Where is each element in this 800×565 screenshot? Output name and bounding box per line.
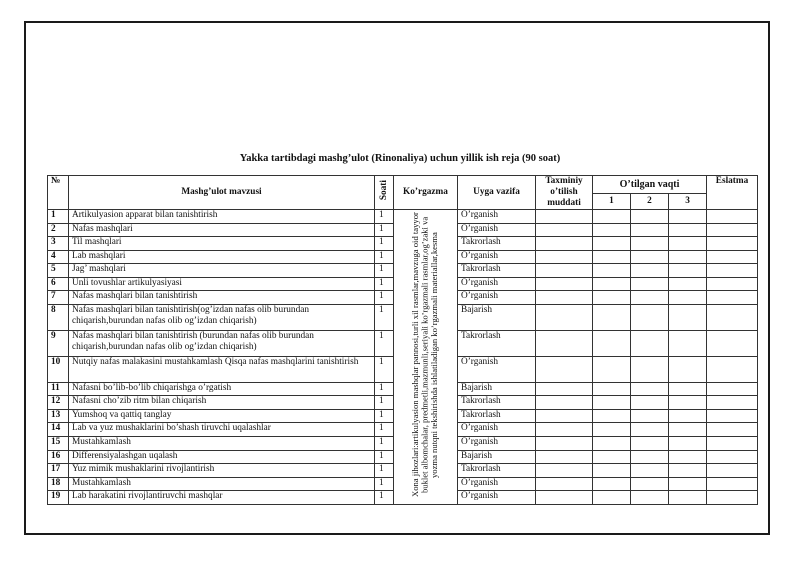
header-method: Ko’rgazma xyxy=(394,176,458,210)
row-passed-1 xyxy=(593,409,631,423)
row-hours: 1 xyxy=(375,356,394,382)
row-note xyxy=(707,436,758,450)
row-passed-3 xyxy=(669,210,707,224)
row-note xyxy=(707,409,758,423)
row-deadline xyxy=(536,491,593,505)
row-task: Takrorlash xyxy=(458,464,536,478)
row-topic: Nafasni cho’zib ritm bilan chiqarish xyxy=(69,396,375,410)
row-passed-1 xyxy=(593,237,631,251)
header-hours xyxy=(375,176,394,210)
header-topic: Mashg’ulot mavzusi xyxy=(69,176,375,210)
row-passed-1 xyxy=(593,250,631,264)
row-note xyxy=(707,277,758,291)
row-passed-3 xyxy=(669,477,707,491)
row-hours: 1 xyxy=(375,423,394,437)
row-topic: Lab va yuz mushaklarini bo’shash tiruvchi uqalashlar xyxy=(69,423,375,437)
row-deadline xyxy=(536,382,593,396)
row-task: Bajarish xyxy=(458,382,536,396)
header-passed-1: 1 xyxy=(593,194,631,210)
row-passed-2 xyxy=(631,477,669,491)
table-row xyxy=(48,210,758,224)
row-hours: 1 xyxy=(375,464,394,478)
row-passed-2 xyxy=(631,210,669,224)
row-passed-2 xyxy=(631,409,669,423)
row-task: Bajarish xyxy=(458,305,536,331)
row-task: O’rganish xyxy=(458,277,536,291)
row-number: 8 xyxy=(48,305,69,331)
row-note xyxy=(707,491,758,505)
row-passed-2 xyxy=(631,436,669,450)
plan-table xyxy=(47,175,758,505)
row-deadline xyxy=(536,237,593,251)
row-hours: 1 xyxy=(375,305,394,331)
header-note: Eslatma xyxy=(707,176,758,210)
row-hours: 1 xyxy=(375,210,394,224)
row-passed-3 xyxy=(669,277,707,291)
row-note xyxy=(707,423,758,437)
row-task: Takrorlash xyxy=(458,396,536,410)
row-passed-3 xyxy=(669,223,707,237)
row-topic: Til mashqlari xyxy=(69,237,375,251)
row-passed-3 xyxy=(669,264,707,278)
row-hours: 1 xyxy=(375,409,394,423)
row-passed-3 xyxy=(669,464,707,478)
row-passed-3 xyxy=(669,237,707,251)
row-task: O’rganish xyxy=(458,210,536,224)
row-note xyxy=(707,382,758,396)
row-number: 19 xyxy=(48,491,69,505)
row-note xyxy=(707,237,758,251)
row-hours: 1 xyxy=(375,491,394,505)
row-passed-3 xyxy=(669,450,707,464)
row-task: O’rganish xyxy=(458,477,536,491)
header-hours-label: Soati xyxy=(378,180,389,201)
row-note xyxy=(707,330,758,356)
row-passed-3 xyxy=(669,305,707,331)
row-number: 13 xyxy=(48,409,69,423)
row-hours: 1 xyxy=(375,291,394,305)
row-passed-1 xyxy=(593,464,631,478)
header-passed: O’tilgan vaqti xyxy=(593,176,707,194)
row-passed-3 xyxy=(669,291,707,305)
row-note xyxy=(707,223,758,237)
row-deadline xyxy=(536,277,593,291)
table-body xyxy=(48,210,758,505)
row-passed-1 xyxy=(593,477,631,491)
method-text: Xona jihozlari:artikulyasion mashqlar pannosi,turli xil rasmlar,mavzuga oid tayyor buklet albomchalar, predmetli,mazmunli,seriyali ko’rgazmali rasmlar,og’zaki va yozma nutqni tekshirishda ishlatiladigan ko’rgazmali materiallar,kesma xyxy=(410,212,440,498)
row-number: 7 xyxy=(48,291,69,305)
row-passed-3 xyxy=(669,356,707,382)
row-topic: Yuz mimik mushaklarini rivojlantirish xyxy=(69,464,375,478)
header-deadline: Taxminiy o’tilish muddati xyxy=(536,176,593,210)
row-task: O’rganish xyxy=(458,491,536,505)
row-task: Takrorlash xyxy=(458,237,536,251)
row-passed-2 xyxy=(631,491,669,505)
row-task: Bajarish xyxy=(458,450,536,464)
row-hours: 1 xyxy=(375,436,394,450)
row-topic: Lab harakatini rivojlantiruvchi mashqlar xyxy=(69,491,375,505)
row-passed-3 xyxy=(669,423,707,437)
row-note xyxy=(707,250,758,264)
row-hours: 1 xyxy=(375,396,394,410)
row-topic: Nafasni bo’lib-bo’lib chiqarishga o’rgatish xyxy=(69,382,375,396)
row-note xyxy=(707,264,758,278)
row-deadline xyxy=(536,330,593,356)
row-passed-2 xyxy=(631,237,669,251)
row-deadline xyxy=(536,210,593,224)
row-topic: Nafas mashqlari bilan tanishtirish(og’izdan nafas olib burundan chiqarish,burundan nafas olib og’izdan chiqarish) xyxy=(69,305,375,331)
row-deadline xyxy=(536,264,593,278)
row-passed-2 xyxy=(631,423,669,437)
row-deadline xyxy=(536,450,593,464)
document-title: Yakka tartibdagi mashg’ulot (Rinonaliya) uchun yillik ish reja (90 soat) xyxy=(239,153,561,164)
row-topic: Nafas mashqlari xyxy=(69,223,375,237)
row-topic: Nafas mashqlari bilan tanishtirish (burundan nafas olib burundan chiqarish,burundan nafas olib og’izdan chiqarish) xyxy=(69,330,375,356)
row-number: 11 xyxy=(48,382,69,396)
row-passed-1 xyxy=(593,277,631,291)
row-number: 15 xyxy=(48,436,69,450)
row-topic: Jag’ mashqlari xyxy=(69,264,375,278)
row-hours: 1 xyxy=(375,223,394,237)
row-passed-2 xyxy=(631,356,669,382)
row-topic: Mustahkamlash xyxy=(69,477,375,491)
row-passed-2 xyxy=(631,264,669,278)
row-passed-1 xyxy=(593,330,631,356)
row-passed-2 xyxy=(631,223,669,237)
row-hours: 1 xyxy=(375,330,394,356)
row-hours: 1 xyxy=(375,250,394,264)
row-task: Takrorlash xyxy=(458,264,536,278)
row-passed-2 xyxy=(631,250,669,264)
row-passed-1 xyxy=(593,450,631,464)
row-passed-1 xyxy=(593,423,631,437)
row-passed-1 xyxy=(593,210,631,224)
row-passed-2 xyxy=(631,450,669,464)
row-note xyxy=(707,210,758,224)
row-task: Takrorlash xyxy=(458,409,536,423)
row-passed-1 xyxy=(593,291,631,305)
row-note xyxy=(707,305,758,331)
row-number: 10 xyxy=(48,356,69,382)
header-task: Uyga vazifa xyxy=(458,176,536,210)
method-cell xyxy=(394,210,458,505)
row-passed-2 xyxy=(631,330,669,356)
row-passed-3 xyxy=(669,436,707,450)
row-number: 12 xyxy=(48,396,69,410)
row-hours: 1 xyxy=(375,264,394,278)
row-deadline xyxy=(536,409,593,423)
row-hours: 1 xyxy=(375,477,394,491)
row-deadline xyxy=(536,291,593,305)
header-passed-3: 3 xyxy=(669,194,707,210)
row-deadline xyxy=(536,477,593,491)
row-passed-1 xyxy=(593,264,631,278)
row-number: 16 xyxy=(48,450,69,464)
row-passed-3 xyxy=(669,382,707,396)
row-passed-2 xyxy=(631,277,669,291)
row-deadline xyxy=(536,464,593,478)
row-hours: 1 xyxy=(375,382,394,396)
row-number: 17 xyxy=(48,464,69,478)
row-passed-3 xyxy=(669,491,707,505)
row-passed-1 xyxy=(593,382,631,396)
row-topic: Unli tovushlar artikulyasiyasi xyxy=(69,277,375,291)
row-passed-1 xyxy=(593,491,631,505)
row-topic: Nafas mashqlari bilan tanishtirish xyxy=(69,291,375,305)
row-passed-2 xyxy=(631,464,669,478)
row-passed-2 xyxy=(631,291,669,305)
row-passed-1 xyxy=(593,223,631,237)
row-task: O’rganish xyxy=(458,250,536,264)
row-passed-3 xyxy=(669,250,707,264)
row-deadline xyxy=(536,356,593,382)
row-task: Takrorlash xyxy=(458,330,536,356)
row-deadline xyxy=(536,396,593,410)
row-topic: Lab mashqlari xyxy=(69,250,375,264)
row-number: 9 xyxy=(48,330,69,356)
row-passed-1 xyxy=(593,356,631,382)
header-num: № xyxy=(48,176,69,210)
row-hours: 1 xyxy=(375,277,394,291)
row-passed-3 xyxy=(669,409,707,423)
row-note xyxy=(707,477,758,491)
row-task: O’rganish xyxy=(458,436,536,450)
row-deadline xyxy=(536,423,593,437)
row-topic: Nutqiy nafas malakasini mustahkamlash Qisqa nafas mashqlarini tanishtirish xyxy=(69,356,375,382)
row-deadline xyxy=(536,305,593,331)
row-note xyxy=(707,464,758,478)
row-number: 6 xyxy=(48,277,69,291)
row-note xyxy=(707,291,758,305)
row-number: 5 xyxy=(48,264,69,278)
row-hours: 1 xyxy=(375,237,394,251)
row-deadline xyxy=(536,223,593,237)
row-deadline xyxy=(536,436,593,450)
row-passed-3 xyxy=(669,330,707,356)
row-topic: Mustahkamlash xyxy=(69,436,375,450)
row-number: 3 xyxy=(48,237,69,251)
row-task: O’rganish xyxy=(458,291,536,305)
row-passed-1 xyxy=(593,305,631,331)
row-task: O’rganish xyxy=(458,356,536,382)
row-hours: 1 xyxy=(375,450,394,464)
row-task: O’rganish xyxy=(458,423,536,437)
row-deadline xyxy=(536,250,593,264)
row-passed-2 xyxy=(631,305,669,331)
row-topic: Artikulyasion apparat bilan tanishtirish xyxy=(69,210,375,224)
row-note xyxy=(707,450,758,464)
row-number: 14 xyxy=(48,423,69,437)
header-passed-2: 2 xyxy=(631,194,669,210)
row-number: 1 xyxy=(48,210,69,224)
row-passed-2 xyxy=(631,396,669,410)
row-topic: Yumshoq va qattiq tanglay xyxy=(69,409,375,423)
row-number: 18 xyxy=(48,477,69,491)
row-passed-3 xyxy=(669,396,707,410)
row-passed-1 xyxy=(593,436,631,450)
row-number: 2 xyxy=(48,223,69,237)
row-note xyxy=(707,356,758,382)
row-number: 4 xyxy=(48,250,69,264)
row-task: O’rganish xyxy=(458,223,536,237)
row-passed-1 xyxy=(593,396,631,410)
row-note xyxy=(707,396,758,410)
row-passed-2 xyxy=(631,382,669,396)
row-topic: Differensiyalashgan uqalash xyxy=(69,450,375,464)
